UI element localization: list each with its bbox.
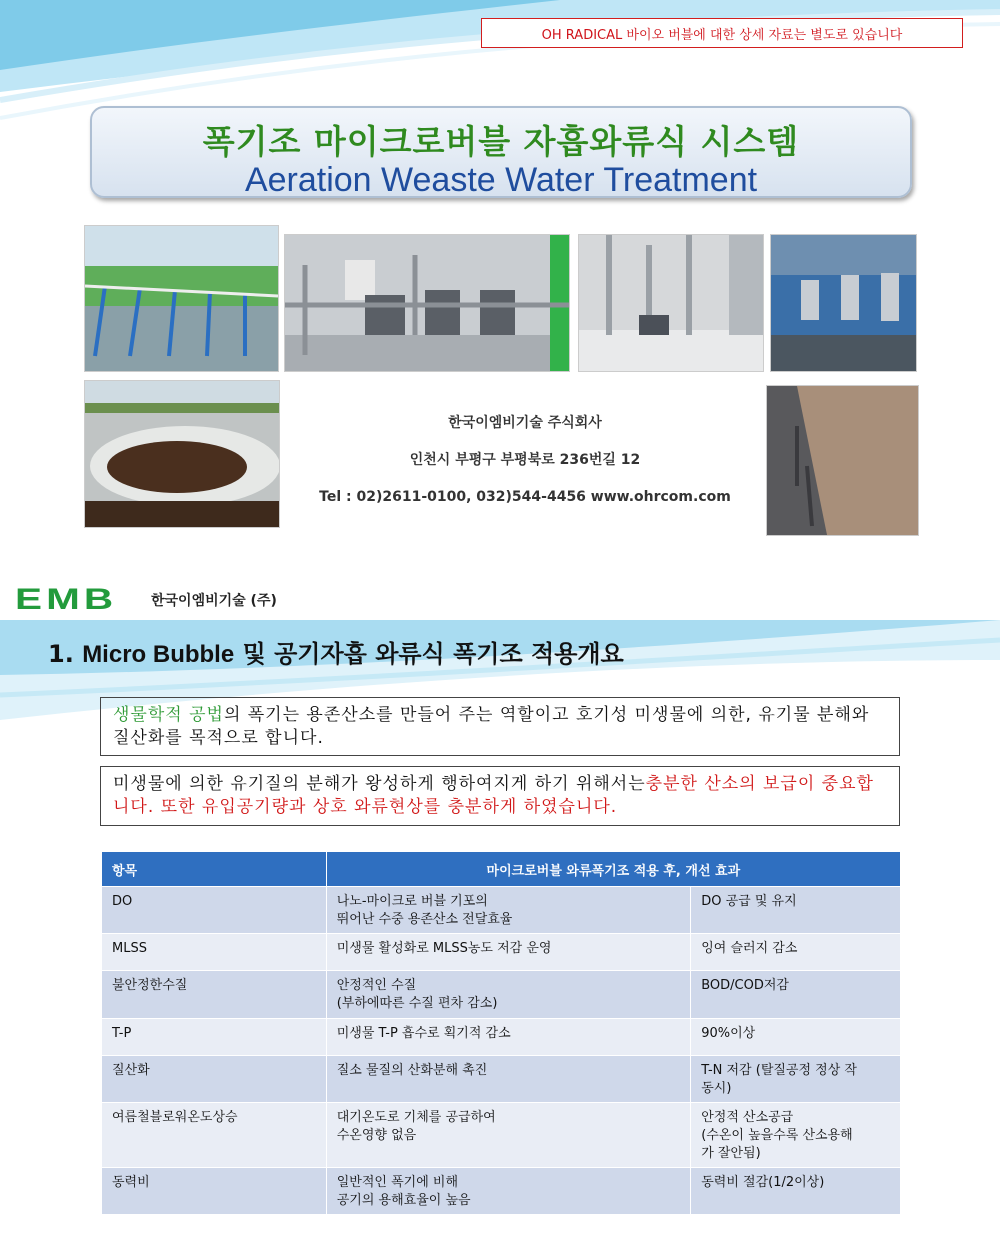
section-title-en: Micro Bubble [82,641,235,668]
cell-effect: DO 공급 및 유지 [691,887,901,934]
table-header-row [102,852,901,887]
company-info [300,405,750,516]
cell-desc: 일반적인 폭기에 비해 공기의 용해효율이 높음 [326,1168,690,1215]
table-row [102,1019,901,1056]
cell-effect: BOD/COD저감 [691,971,901,1019]
section-title [48,634,624,669]
title-box [90,106,912,198]
overview-slide [0,620,1000,1240]
company-name: 한국이엠비기술 주식회사 [448,415,602,431]
title-korean: 폭기조 마이크로버블 자흡와류식 시스템 [202,122,800,161]
cell-item: MLSS [102,934,327,971]
cell-item: 불안정한수질 [102,971,327,1019]
company-logo [15,583,277,617]
table-row [102,1168,901,1215]
cell-effect: T-N 저감 (탈질공정 정상 작 동시) [691,1056,901,1103]
section-title-ko: 및 공기자흡 와류식 폭기조 적용개요 [242,640,624,668]
cell-effect: 90%이상 [691,1019,901,1056]
intro-text-1: 의 폭기는 용존산소를 만들어 주는 역할이고 호기성 미생물에 의한, 유기물 분해와 질산화를 목적으로 합니다. [113,705,870,748]
cell-desc: 대기온도로 기체를 공급하여 수온영향 없음 [326,1103,690,1168]
cell-desc: 질소 물질의 산화분해 촉진 [326,1056,690,1103]
photo-aeration-basin [84,225,279,372]
highlight-green: 생물학적 공법 [113,705,224,725]
header-effect: 마이크로버블 와류폭기조 적용 후, 개선 효과 [326,852,900,887]
company-address: 인천시 부평구 부평북로 236번길 12 [409,452,641,468]
photo-blue-tanks [770,234,917,372]
cell-desc: 미생물 활성화로 MLSS농도 저감 운영 [326,934,690,971]
cell-item: 여름철블로워온도상승 [102,1103,327,1168]
header-item: 항목 [102,852,327,887]
intro-box-2 [100,766,900,826]
photo-aeration-channel [766,385,919,536]
table-row [102,1103,901,1168]
cell-desc: 나노-마이크로 버블 기포의 뛰어난 수중 용존산소 전달효율 [326,887,690,934]
improvement-table [101,851,901,1215]
cell-effect: 안정적 산소공급 (수온이 높을수록 산소용해 가 잘안됨) [691,1103,901,1168]
intro-box-1 [100,697,900,756]
company-contact: Tel : 02)2611-0100, 032)544-4456 www.ohrcom.com [319,489,731,505]
cell-item: 동력비 [102,1168,327,1215]
cell-item: T-P [102,1019,327,1056]
table-row [102,934,901,971]
cell-item: 질산화 [102,1056,327,1103]
cell-desc: 미생물 T-P 흡수로 획기적 감소 [326,1019,690,1056]
photo-pump-system [578,234,764,372]
highlight-red: 충분한 산소의 보급이 중요합니다. 또한 유입공기량과 상호 와류현상를 충분하게 하였습니다. [113,774,874,817]
photo-circular-aeration [84,380,280,528]
logo-mark: EMB [15,583,118,616]
title-english: Aeration Weaste Water Treatment [244,161,758,199]
cell-item: DO [102,887,327,934]
photo-equipment-room [284,234,570,372]
section-number: 1. [48,640,74,668]
table-row [102,887,901,934]
table-row [102,971,901,1019]
cell-effect: 잉여 슬러지 감소 [691,934,901,971]
cell-desc: 안정적인 수질 (부하에따른 수질 편차 감소) [326,971,690,1019]
notice-banner: OH RADICAL 바이오 버블에 대한 상세 자료는 별도로 있습니다 [481,18,963,48]
intro-text-2: 미생물에 의한 유기질의 분해가 왕성하게 행하여지게 하기 위해서는 [113,774,646,794]
logo-name: 한국이엠비기술 (주) [151,593,277,609]
cell-effect: 동력비 절감(1/2이상) [691,1168,901,1215]
table-row [102,1056,901,1103]
